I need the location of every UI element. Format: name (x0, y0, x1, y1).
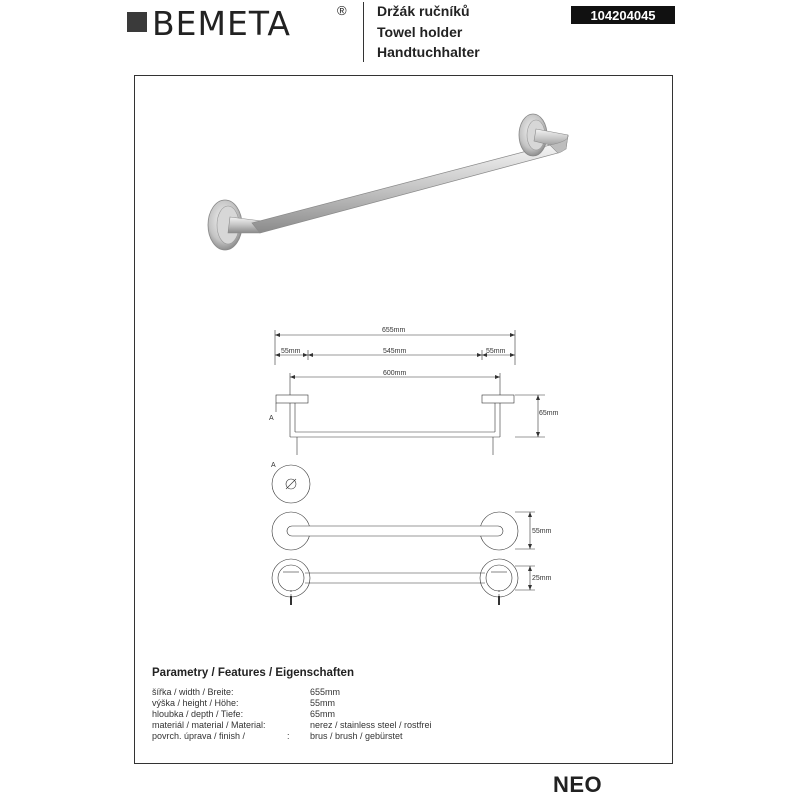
dimension-right-flange: 55mm (486, 348, 506, 355)
param-value: 655mm (310, 687, 341, 697)
param-label: hloubka / depth / Tiefe: (152, 709, 244, 719)
dimension-total-width: 655mm (382, 327, 406, 334)
param-separator: : (287, 731, 290, 741)
detail-marker-a: A (271, 462, 276, 469)
parameters-section (152, 668, 432, 742)
technical-drawing (250, 320, 560, 610)
product-code-badge: 104204045 (571, 6, 675, 24)
param-row-height (152, 698, 432, 709)
dimension-depth: 65mm (539, 410, 559, 417)
param-row-finish (152, 731, 432, 742)
param-label: materiál / material / Material: (152, 720, 266, 730)
param-value: 55mm (310, 698, 336, 708)
brand-logo-square (127, 12, 147, 32)
header-divider (363, 2, 364, 62)
model-name: NEO (553, 772, 603, 797)
dimension-height: 55mm (532, 528, 552, 535)
param-separator (287, 709, 310, 720)
parameters-title: Parametry / Features / Eigenschaften (152, 667, 354, 679)
dimension-left-flange: 55mm (281, 348, 301, 355)
dimension-middle: 545mm (383, 348, 407, 355)
product-photo (180, 105, 590, 265)
param-label: povrch. úprava / finish / (152, 731, 246, 741)
param-row-width (152, 687, 432, 698)
param-value: nerez / stainless steel / rostfrei (310, 720, 432, 730)
param-row-material (152, 720, 432, 731)
param-separator (287, 698, 310, 709)
title-czech: Držák ručníků (377, 3, 470, 19)
param-value: brus / brush / gebürstet (310, 731, 403, 741)
title-german: Handtuchhalter (377, 44, 480, 60)
param-separator (287, 687, 310, 698)
title-english: Towel holder (377, 23, 463, 40)
towel-rail-bar (252, 145, 558, 233)
registered-mark: ® (337, 3, 347, 18)
param-label: šířka / width / Breite: (152, 687, 234, 697)
brand-logo: BEMETA (152, 4, 291, 43)
param-separator (287, 720, 310, 731)
param-label: výška / height / Höhe: (152, 698, 239, 708)
dimension-bar-diameter: 25mm (532, 575, 552, 582)
dimension-rail-length: 600mm (383, 370, 407, 377)
param-value: 65mm (310, 709, 336, 719)
product-titles (377, 1, 480, 63)
param-row-depth (152, 709, 432, 720)
detail-marker-a-side: A (269, 415, 274, 422)
